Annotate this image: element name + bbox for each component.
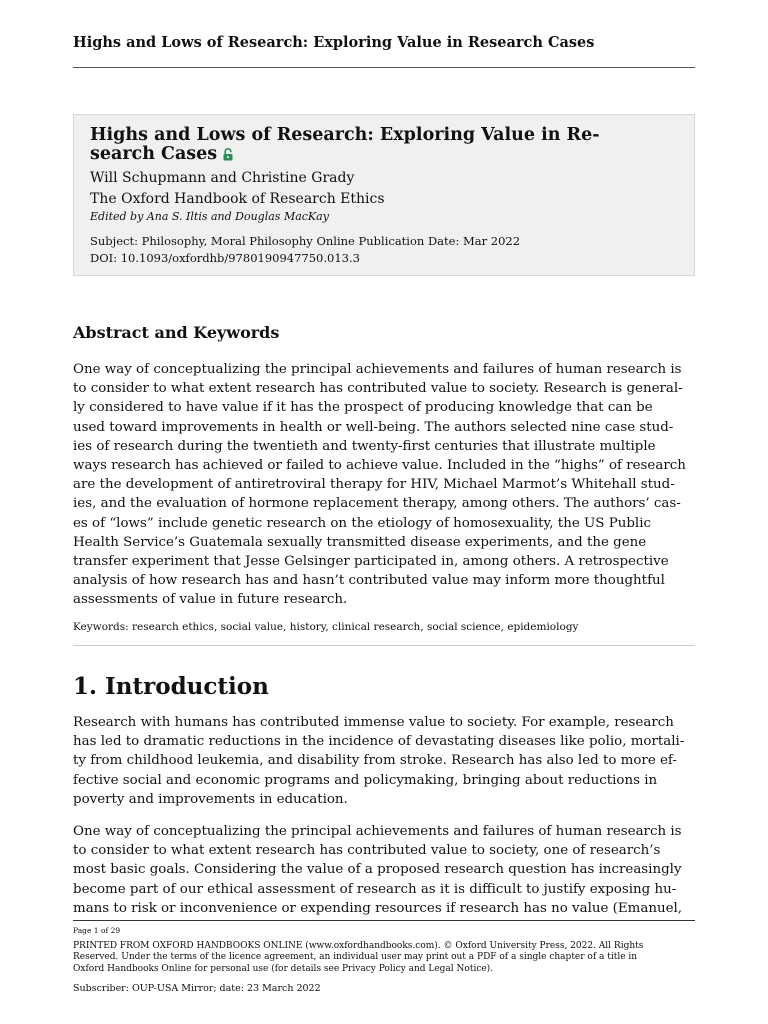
abstract-line: analysis of how research has and hasn’t contributed value may inform more thoughtful	[73, 573, 665, 589]
copyright-line: Oxford Handbooks Online for personal use (for details see Privacy Policy and Legal Notice).	[73, 963, 494, 974]
introduction-paragraph-1	[73, 713, 695, 809]
subject-and-publication-date: Subject: Philosophy, Moral Philosophy Online Publication Date: Mar 2022	[90, 234, 521, 248]
section-heading-introduction: 1. Introduction	[73, 673, 269, 700]
paragraph-line: fective social and economic programs and policymaking, bringing about reductions in	[73, 772, 658, 788]
introduction-paragraph-2	[73, 822, 695, 918]
doi: DOI: 10.1093/oxfordhb/9780190947750.013.3	[90, 251, 360, 265]
abstract-line: ly considered to have value if it has the prospect of producing knowledge that can be	[73, 400, 653, 416]
paragraph-line: mans to risk or inconvenience or expending resources if research has no value (Emanuel,	[73, 900, 683, 916]
paragraph-line: has led to dramatic reductions in the incidence of devastating diseases like polio, mortali-	[73, 734, 685, 750]
abstract-body	[73, 360, 695, 610]
paragraph-line: become part of our ethical assessment of research as it is difficult to justify exposing hu-	[73, 881, 677, 897]
subscriber-info: Subscriber: OUP-USA Mirror; date: 23 March 2022	[73, 983, 321, 994]
chapter-metadata-box	[73, 114, 695, 276]
abstract-heading: Abstract and Keywords	[73, 323, 280, 342]
abstract-line: Health Service’s Guatemala sexually transmitted disease experiments, and the gene	[73, 534, 647, 550]
chapter-title	[90, 126, 680, 166]
copyright-line: Reserved. Under the terms of the licence agreement, an individual user may print out a PDF of a single chapter of a title in	[73, 952, 638, 963]
paragraph-line: poverty and improvements in education.	[73, 791, 348, 807]
keywords: Keywords: research ethics, social value, history, clinical research, social science, epidemiology	[73, 621, 579, 633]
abstract-line: are the development of antiretroviral therapy for HIV, Michael Marmot’s Whitehall stud-	[73, 477, 675, 493]
abstract-line: assessments of value in future research.	[73, 592, 348, 608]
paragraph-line: One way of conceptualizing the principal achievements and failures of human research is	[73, 824, 682, 839]
open-access-lock-icon	[223, 147, 233, 166]
running-head: Highs and Lows of Research: Exploring Value in Research Cases	[73, 34, 595, 51]
abstract-line: used toward improvements in health or well-being. The authors selected nine case stud-	[73, 419, 674, 435]
abstract-line: ways research has achieved or failed to achieve value. Included in the “highs” of research	[73, 458, 686, 474]
paragraph-line: to consider to what extent research has contributed value to society, one of research’s	[73, 843, 661, 859]
header-divider	[73, 67, 695, 68]
paragraph-line: most basic goals. Considering the value of a proposed research question has increasingly	[73, 862, 682, 878]
abstract-line: One way of conceptualizing the principal achievements and failures of human research is	[73, 362, 682, 377]
abstract-line: to consider to what extent research has contributed value to society. Research is general-	[73, 381, 683, 397]
handbook-editors: Edited by Ana S. Iltis and Douglas MacKay	[90, 210, 329, 223]
copyright-line: PRINTED FROM OXFORD HANDBOOKS ONLINE (www.oxfordhandbooks.com). © Oxford University Press, 2022. All Rights	[73, 941, 644, 951]
paragraph-line: Research with humans has contributed immense value to society. For example, research	[73, 715, 674, 730]
chapter-title-line-1: Highs and Lows of Research: Exploring Value in Re-	[90, 125, 600, 145]
abstract-line: ies of research during the twentieth and twenty-first centuries that illustrate multiple	[73, 438, 656, 454]
handbook-title: The Oxford Handbook of Research Ethics	[90, 191, 385, 207]
copyright-notice	[73, 941, 695, 975]
abstract-line: es of “lows” include genetic research on the etiology of homosexuality, the US Public	[73, 515, 651, 531]
abstract-line: transfer experiment that Jesse Gelsinger participated in, among others. A retrospective	[73, 554, 669, 570]
abstract-line: ies, and the evaluation of hormone replacement therapy, among others. The authors’ cas-	[73, 496, 681, 512]
paragraph-line: ty from childhood leukemia, and disability from stroke. Research has also led to more ef-	[73, 753, 677, 769]
page-number: Page 1 of 29	[73, 926, 121, 935]
footer-divider	[73, 920, 695, 921]
chapter-title-line-2: search Cases	[90, 144, 218, 164]
chapter-authors: Will Schupmann and Christine Grady	[90, 170, 355, 186]
keywords-divider	[73, 645, 695, 646]
